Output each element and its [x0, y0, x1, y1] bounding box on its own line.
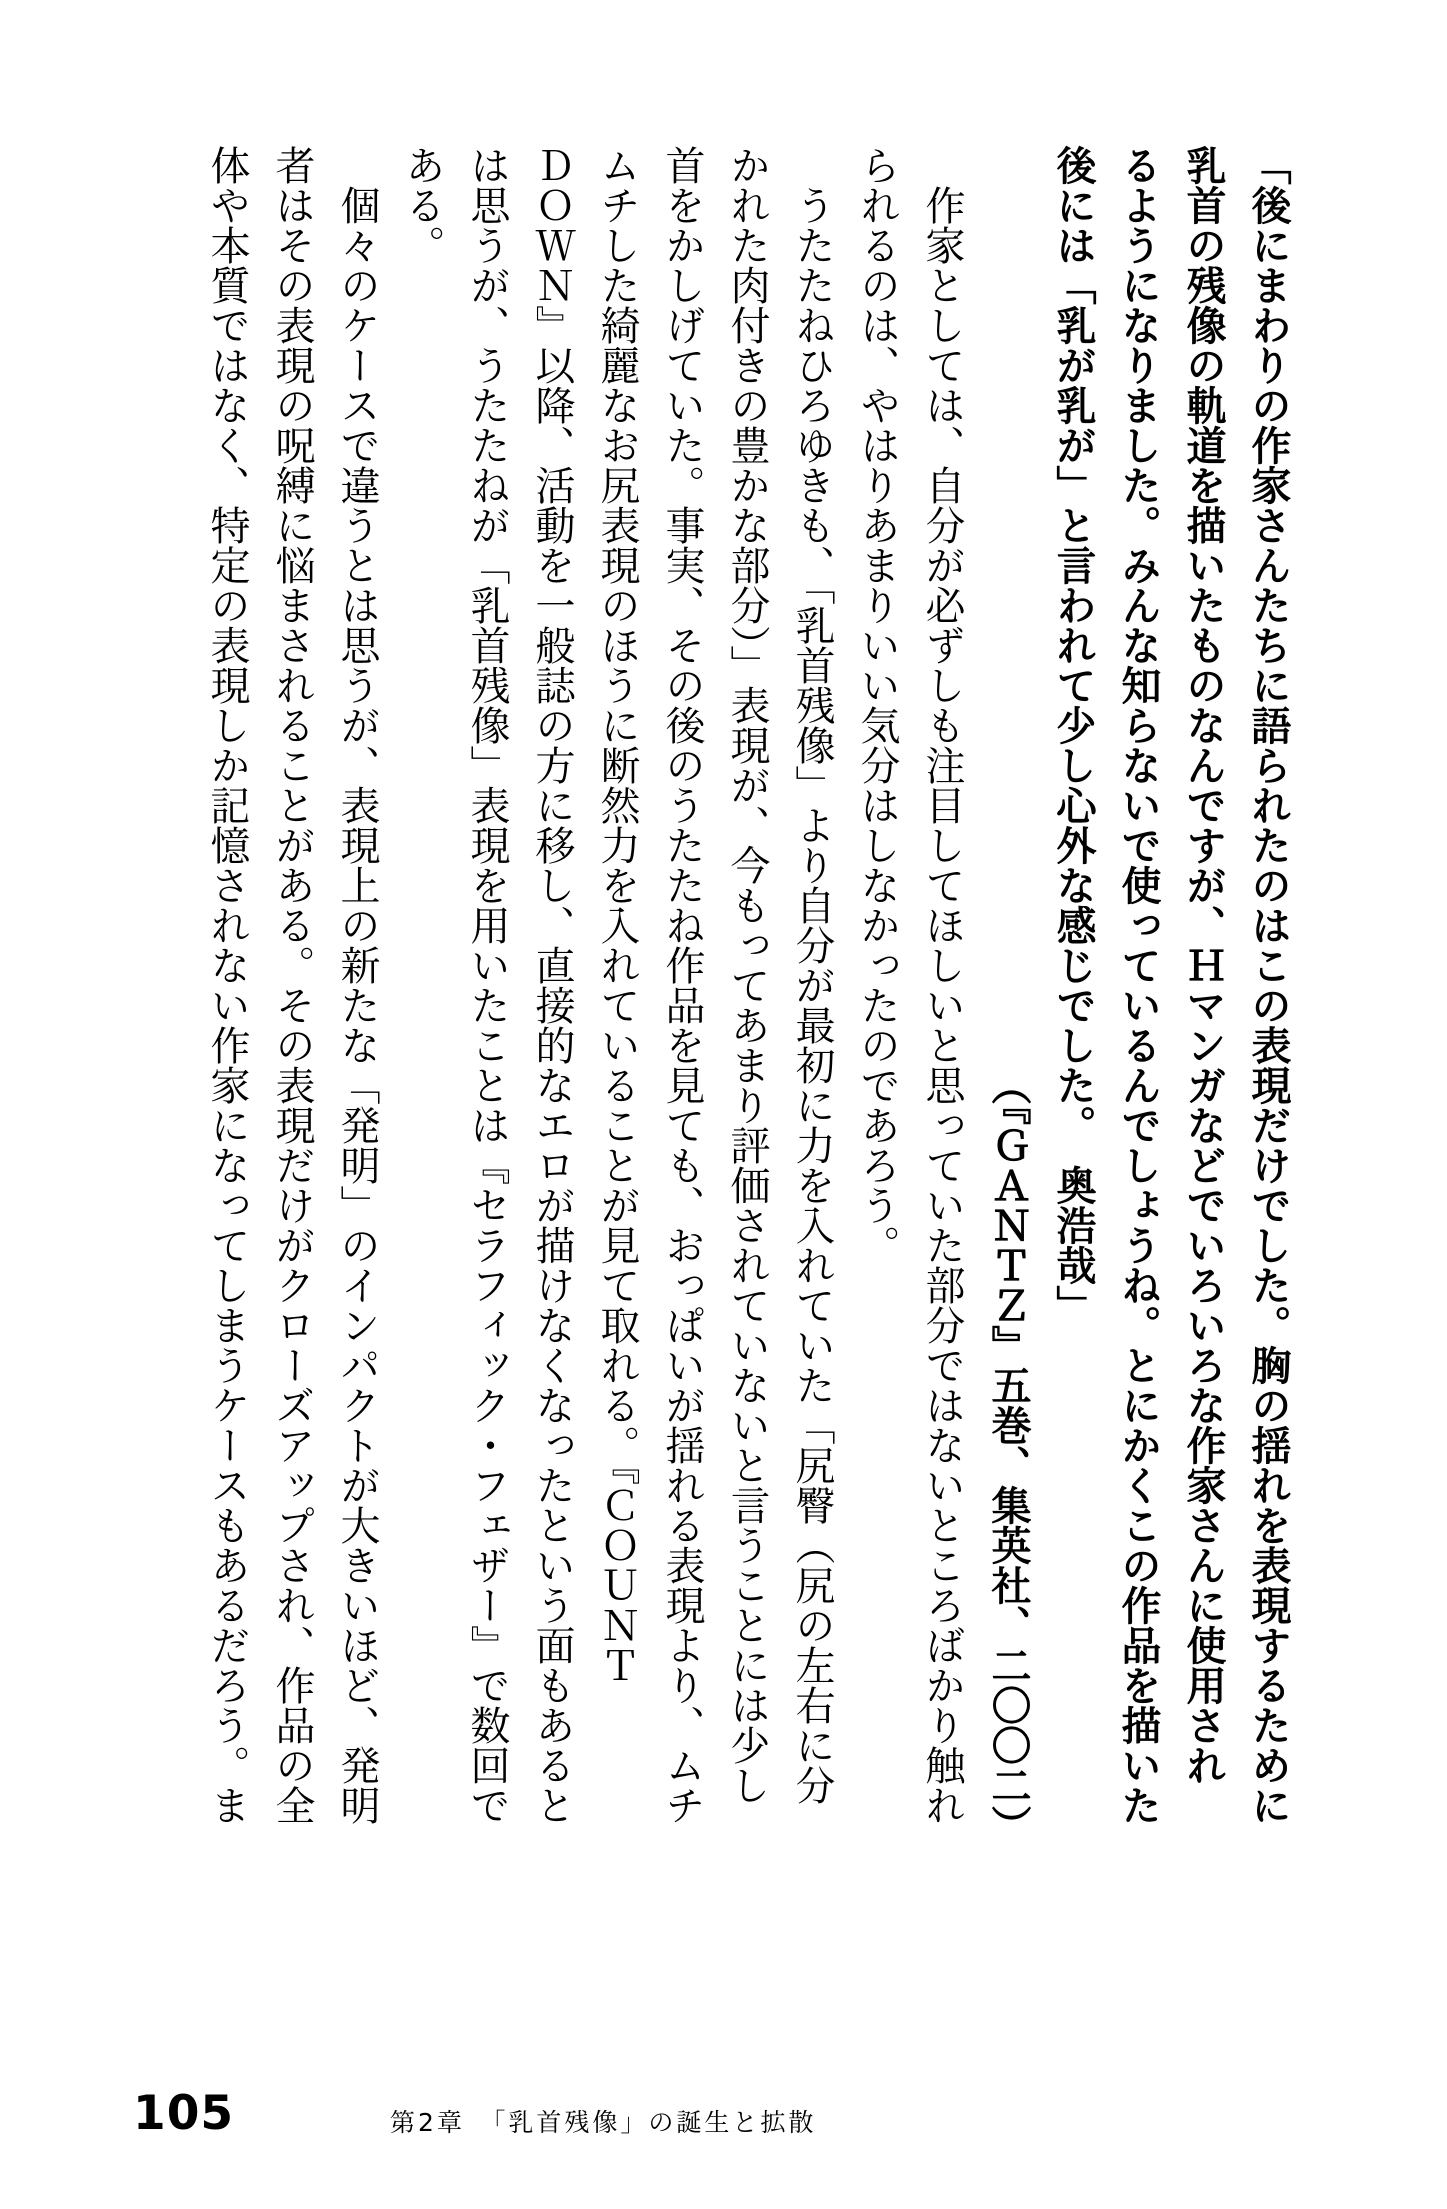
body-line: ムチした綺麗なお尻表現のほうに断然力を入れていることが見て取れる。『ＣＯＵＮＴ	[595, 145, 640, 1685]
body-line: ある。	[400, 145, 445, 265]
body-line: うたたねひろゆきも、「乳首残像」より自分が最初に力を入れていた「尻臀（尻の左右に分	[790, 185, 835, 1805]
body-line: 個々のケースで違うとは思うが、表現上の新たな「発明」のインパクトが大きいほど、発明	[335, 185, 380, 1825]
citation-line: （『ＧＡＮＴＺ』五巻、集英社、二〇〇二）	[985, 1065, 1031, 1845]
body-line: は思うが、うたたねが「乳首残像」表現を用いたことは『セラフィック・フェザー』で数回で	[465, 145, 510, 1825]
body-line: かれた肉付きの豊かな部分）」表現が、今もってあまり評価されていないと言うことには少し	[725, 145, 770, 1805]
body-line: ＤＯＷＮ』以降、活動を一般誌の方に移し、直接的なエロが描けなくなったという面もあると	[530, 145, 575, 1825]
quote-line: 「後にまわりの作家さんたちに語られたのはこの表現だけでした。胸の揺れを表現するために	[1245, 145, 1291, 1825]
vertical-text-block	[195, 145, 1300, 1845]
body-line: 体や本質ではなく、特定の表現しか記憶されない作家になってしまうケースもあるだろう。ま	[205, 145, 250, 1825]
chapter-footer: 第2章 「乳首残像」の誕生と拡散	[390, 2108, 817, 2137]
quote-line: 後には「乳が乳が」と言われて少し心外な感じでした。 奥浩哉」	[1050, 145, 1096, 1325]
body-line: られるのは、やはりあまりいい気分はしなかったのであろう。	[855, 145, 900, 1265]
page-number: 105	[133, 2086, 235, 2141]
quote-line: るようになりました。みんな知らないで使っているんでしょうね。とにかくこの作品を描いた	[1115, 145, 1161, 1825]
body-line: 作家としては、自分が必ずしも注目してほしいと思っていた部分ではないところばかり触れ	[920, 185, 965, 1825]
body-line: 首をかしげていた。事実、その後のうたたね作品を見ても、おっぱいが揺れる表現より、ムチ	[660, 145, 705, 1825]
quote-line: 乳首の残像の軌道を描いたものなんですが、Ｈマンガなどでいろいろな作家さんに使用され	[1180, 145, 1226, 1785]
body-line: 者はその表現の呪縛に悩まされることがある。その表現だけがクローズアップされ、作品の全	[270, 145, 315, 1825]
